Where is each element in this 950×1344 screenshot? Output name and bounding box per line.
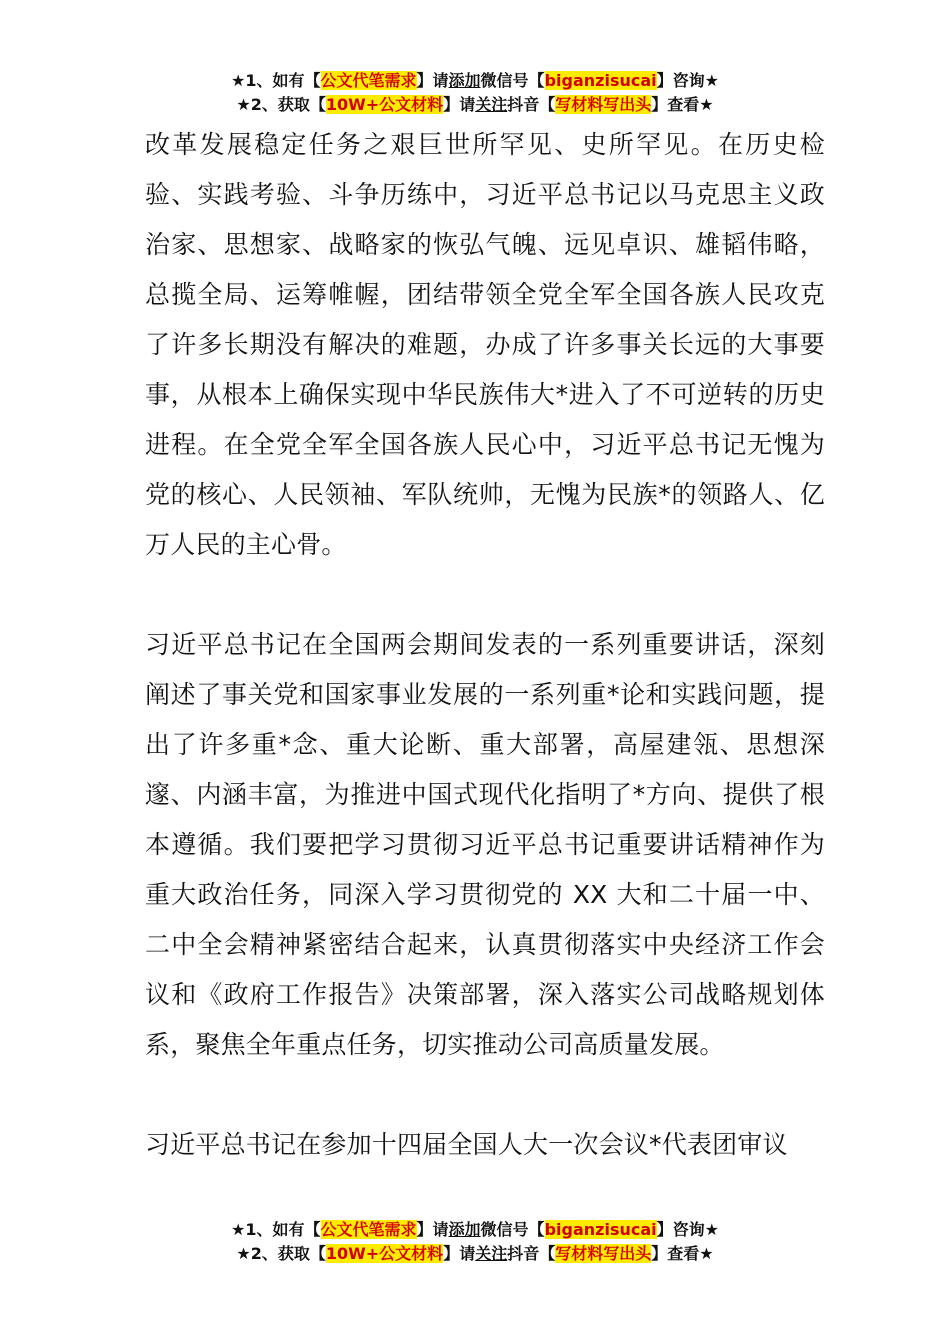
banner-underline: 关注 bbox=[475, 1244, 508, 1263]
banner-text: 】咨询★ bbox=[656, 1220, 719, 1239]
banner-text: ★1、如有【 bbox=[231, 71, 321, 90]
footer-banner bbox=[0, 1218, 950, 1266]
paragraph-3: 习近平总书记在参加十四届全国人大一次会议*代表团审议 bbox=[145, 1130, 788, 1159]
banner-highlight: 公文代笔需求 bbox=[320, 71, 417, 90]
banner-highlight: 写材料写出头 bbox=[555, 1244, 652, 1263]
banner-text: ★2、获取【 bbox=[236, 95, 326, 114]
banner-text: 】查看★ bbox=[651, 95, 714, 114]
banner-text: 】请 bbox=[443, 95, 476, 114]
banner-text: 】查看★ bbox=[651, 1244, 714, 1263]
banner-underline: 关注 bbox=[475, 95, 508, 114]
banner-highlight: 10W+公文材料 bbox=[325, 95, 444, 114]
banner-text: 】请 bbox=[416, 1220, 449, 1239]
banner-underline: 添加 bbox=[448, 1220, 481, 1239]
banner-text: ★2、获取【 bbox=[236, 1244, 326, 1263]
banner-text: 】咨询★ bbox=[656, 71, 719, 90]
banner-highlight: 公文代笔需求 bbox=[320, 1220, 417, 1239]
banner-text: 微信号【 bbox=[480, 1220, 545, 1239]
banner-text: 抖音【 bbox=[507, 95, 556, 114]
banner-text: 微信号【 bbox=[480, 71, 545, 90]
banner-text: ★1、如有【 bbox=[231, 1220, 321, 1239]
banner-line-1 bbox=[0, 69, 950, 93]
paragraph-2: 习近平总书记在全国两会期间发表的一系列重要讲话，深刻阐述了事关党和国家事业发展的一系列重*论和实践问题，提出了许多重*念、重大论断、重大部署，高屋建瓴、思想深邃、内涵丰富，为推进中国式现代化指明了*方向、提供了根本遵循。我们要把学习贯彻习近平总书记重要讲话精神作为重大政治任务，同深入学习贯彻党的 XX 大和二十届一中、二中全会精神紧密结合起来，认真贯彻落实中央经济工作会议和《政府工作报告》决策部署，深入落实公司战略规划体系，聚焦全年重点任务，切实推动公司高质量发展。 bbox=[145, 630, 825, 1059]
banner-underline: 添加 bbox=[448, 71, 481, 90]
banner-line-1 bbox=[0, 1218, 950, 1242]
banner-highlight: biganzisucai bbox=[544, 1220, 657, 1239]
header-banner bbox=[0, 69, 950, 117]
banner-text: 】请 bbox=[416, 71, 449, 90]
banner-text: 抖音【 bbox=[507, 1244, 556, 1263]
banner-line-2 bbox=[0, 1242, 950, 1266]
banner-highlight: 写材料写出头 bbox=[555, 95, 652, 114]
banner-text: 】请 bbox=[443, 1244, 476, 1263]
banner-line-2 bbox=[0, 93, 950, 117]
document-body bbox=[145, 120, 825, 1170]
paragraph-1: 改革发展稳定任务之艰巨世所罕见、史所罕见。在历史检验、实践考验、斗争历练中，习近平总书记以马克思主义政治家、思想家、战略家的恢弘气魄、远见卓识、雄韬伟略，总揽全局、运筹帷幄，团结带领全党全军全国各族人民攻克了许多长期没有解决的难题，办成了许多事关长远的大事要事，从根本上确保实现中华民族伟大*进入了不可逆转的历史进程。在全党全军全国各族人民心中，习近平总书记无愧为党的核心、人民领袖、军队统帅，无愧为民族*的领路人、亿万人民的主心骨。 bbox=[145, 130, 825, 559]
banner-highlight: biganzisucai bbox=[544, 71, 657, 90]
banner-highlight: 10W+公文材料 bbox=[325, 1244, 444, 1263]
